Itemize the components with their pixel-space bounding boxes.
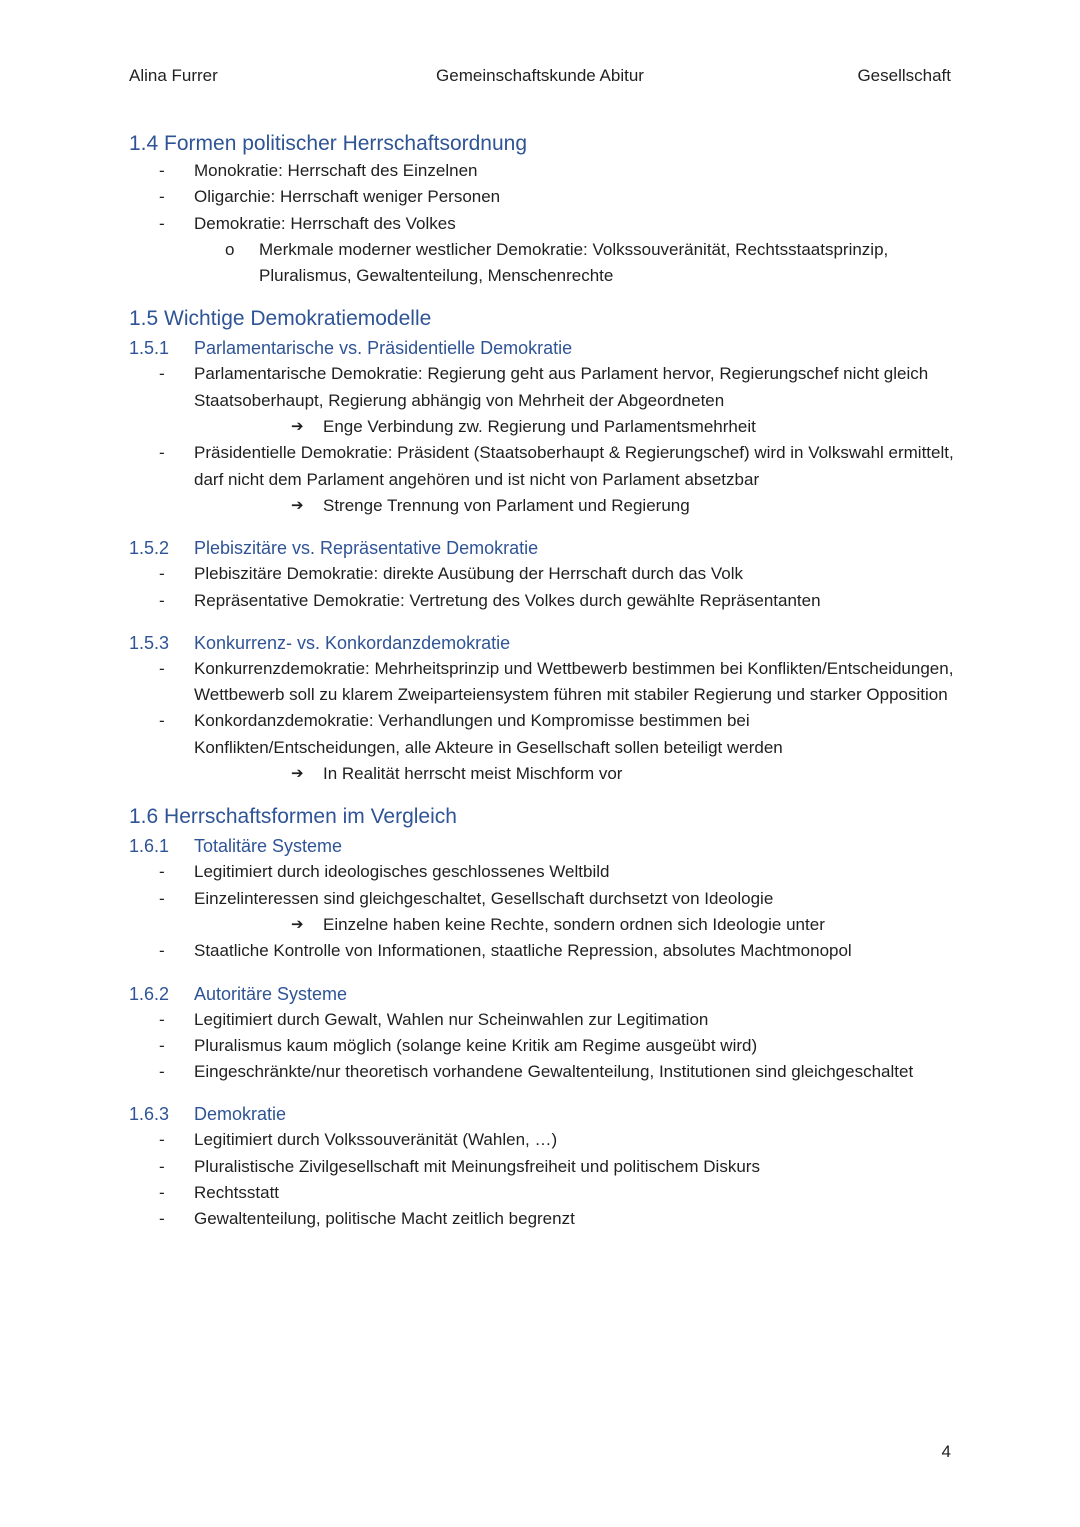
- list-item: - Legitimiert durch Volkssouveränität (Wahlen, …): [159, 1130, 558, 1150]
- list-item: - Pluralistische Zivilgesellschaft mit Meinungsfreiheit und politischem Diskurs: [159, 1156, 760, 1176]
- list-item: - Einzelinteressen sind gleichgeschaltet, Gesellschaft durchsetzt von Ideologie: [159, 888, 774, 908]
- arrow-item: ➔ Enge Verbindung zw. Regierung und Parlamentsmehrheit: [129, 414, 959, 440]
- arrow-right-icon: ➔: [291, 418, 304, 436]
- arrow-right-icon: ➔: [291, 765, 304, 783]
- heading-1-6-2: 1.6.2 Autoritäre Systeme: [129, 983, 348, 1004]
- header-section: Gesellschaft: [857, 66, 951, 85]
- list-item: - Pluralismus kaum möglich (solange keine Kritik am Regime ausgeübt wird): [159, 1035, 758, 1055]
- page-number: 4: [941, 1442, 951, 1461]
- document-body: [129, 130, 959, 1233]
- list-item: - Repräsentative Demokratie: Vertretung des Volkes durch gewählte Repräsentanten: [159, 590, 821, 610]
- heading-1-6-1: 1.6.1 Totalitäre Systeme: [129, 836, 343, 857]
- list-item: - Staatliche Kontrolle von Informationen, staatliche Repression, absolutes Machtmonopol: [159, 941, 852, 961]
- header-author: Alina Furrer: [129, 66, 218, 85]
- heading-1-6-3: 1.6.3 Demokratie: [129, 1104, 287, 1125]
- list-item: - Rechtsstatt: [159, 1183, 280, 1203]
- list-item: - Parlamentarische Demokratie: Regierung geht aus Parlament hervor, Regierungschef nicht gleich Staatsoberhaupt, Regierung abhängig von Mehrheit der Abgeordneten: [159, 364, 929, 410]
- list-item: - Konkordanzdemokratie: Verhandlungen und Kompromisse bestimmen bei Konflikten/Entscheidungen, alle Akteure in Gesellschaft sollen beteiligt werden: [159, 711, 783, 757]
- arrow-item: ➔ In Realität herrscht meist Mischform vor: [129, 761, 959, 787]
- list-item: - Konkurrenzdemokratie: Mehrheitsprinzip und Wettbewerb bestimmen bei Konflikten/Entscheidungen, Wettbewerb soll zu klarem Zweiparteiensystem führen mit stabiler Regierung und starker Opposition: [159, 658, 954, 705]
- list-item: - Oligarchie: Herrschaft weniger Personen: [159, 187, 501, 207]
- heading-1-5-1: 1.5.1 Parlamentarische vs. Präsidentielle Demokratie: [129, 338, 573, 359]
- header-title: Gemeinschaftskunde Abitur: [436, 66, 644, 85]
- arrow-item: ➔ Strenge Trennung von Parlament und Regierung: [129, 493, 959, 519]
- list-item: - Präsidentielle Demokratie: Präsident (Staatsoberhaupt & Regierungschef) wird in Volkswahl ermittelt, darf nicht dem Parlament angehören und ist nicht von Parlament absetzbar: [159, 443, 954, 489]
- sub-list-item: o Merkmale moderner westlicher Demokratie: Volkssouveränität, Rechtsstaatsprinzip, Pluralismus, Gewaltenteilung, Menschenrechte: [225, 239, 889, 286]
- list-item: - Demokratie: Herrschaft des Volkes: [159, 213, 456, 233]
- heading-1-4: 1.4 Formen politischer Herrschaftsordnung: [129, 132, 528, 155]
- heading-1-5-3: 1.5.3 Konkurrenz- vs. Konkordanzdemokratie: [129, 632, 511, 653]
- heading-1-5-2: 1.5.2 Plebiszitäre vs. Repräsentative Demokratie: [129, 538, 539, 559]
- list-item: - Legitimiert durch Gewalt, Wahlen nur Scheinwahlen zur Legitimation: [159, 1009, 709, 1029]
- heading-1-5: 1.5 Wichtige Demokratiemodelle: [129, 307, 432, 331]
- list-item: - Gewaltenteilung, politische Macht zeitlich begrenzt: [159, 1209, 575, 1229]
- list-item: - Legitimiert durch ideologisches geschlossenes Weltbild: [159, 862, 610, 882]
- list-item: - Eingeschränkte/nur theoretisch vorhandene Gewaltenteilung, Institutionen sind gleichgeschaltet: [159, 1062, 914, 1082]
- arrow-right-icon: ➔: [291, 915, 304, 933]
- list-item: - Monokratie: Herrschaft des Einzelnen: [159, 161, 478, 180]
- list-item: - Plebiszitäre Demokratie: direkte Ausübung der Herrschaft durch das Volk: [159, 564, 743, 584]
- arrow-right-icon: ➔: [291, 496, 304, 514]
- arrow-item: ➔ Einzelne haben keine Rechte, sondern ordnen sich Ideologie unter: [129, 912, 959, 938]
- heading-1-6: 1.6 Herrschaftsformen im Vergleich: [129, 805, 457, 829]
